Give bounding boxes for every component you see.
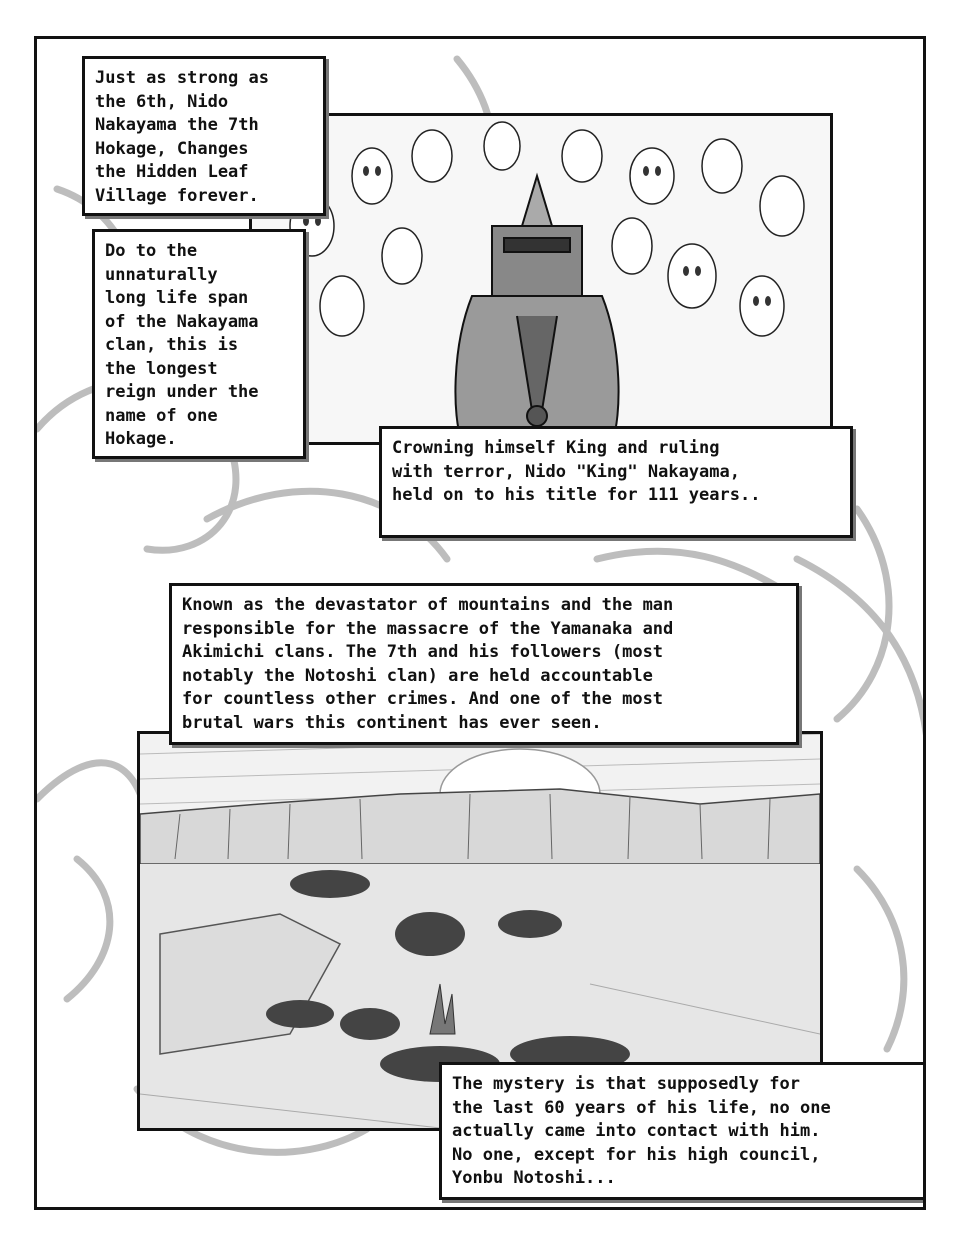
caption-intro: Just as strong as the 6th, Nido Nakayama the 7th Hokage, Changes the Hidden Leaf Village forever. (82, 56, 326, 216)
king-and-crowd-illustration (252, 116, 830, 442)
caption-lifespan: Do to the unnaturally long life span of the Nakayama clan, this is the longest reign under the name of one Hokage. (92, 229, 306, 459)
king-crowd-panel (249, 113, 833, 445)
caption-mystery: The mystery is that supposedly for the last 60 years of his life, no one actually came into contact with him. No one, except for his high council, Yonbu Notoshi... (439, 1062, 926, 1200)
caption-crowning: Crowning himself King and ruling with terror, Nido "King" Nakayama, held on to his title for 111 years.. (379, 426, 853, 538)
caption-devastator: Known as the devastator of mountains and the man responsible for the massacre of the Yamanaka and Akimichi clans. The 7th and his followers (most notably the Notoshi clan) are held accountable for countless other crimes. And one of the most brutal wars this continent has ever seen. (169, 583, 799, 745)
comic-page (34, 36, 926, 1210)
